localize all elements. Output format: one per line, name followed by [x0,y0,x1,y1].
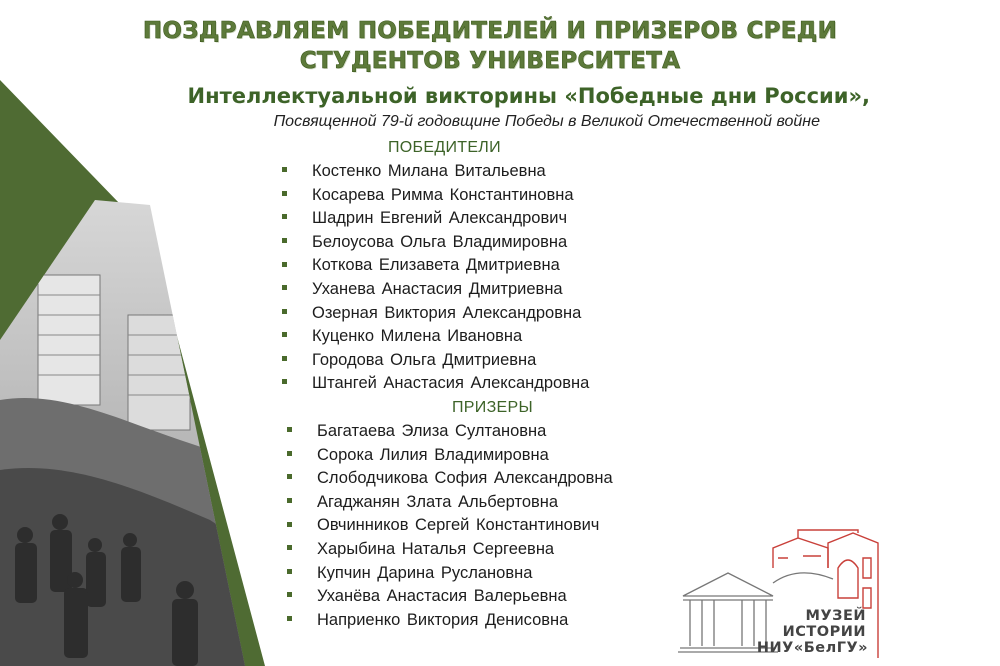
bullet-icon [287,451,292,456]
list-item [287,538,613,562]
prize-winner-name: Купчин Дарина Руслановна [317,563,533,582]
prize-winners-heading: ПРИЗЕРЫ [452,399,533,416]
bullet-icon [287,592,292,597]
list-item [282,160,589,184]
list-item [282,372,589,396]
winner-name: Белоусова Ольга Владимировна [312,232,568,251]
bullet-icon [287,569,292,574]
bullet-icon [287,474,292,479]
bullet-icon [282,167,287,172]
winner-name: Штангей Анастасия Александровна [312,374,590,393]
list-item [287,514,613,538]
winner-name: Костенко Милана Витальевна [312,162,546,180]
bullet-icon [282,214,287,219]
prize-winner-name: Агаджанян Злата Альбертовна [317,492,559,511]
list-item [287,467,613,491]
prize-winner-name: Слободчикова София Александровна [317,469,613,488]
logo-text-museum: МУЗЕЙ [805,608,866,624]
bullet-icon [287,522,292,527]
prize-winner-name: Багатаева Элиза Султановна [317,422,547,440]
logo-text-university: НИУ«БелГУ» [756,640,868,656]
bullet-icon [282,191,287,196]
list-item [282,254,589,278]
list-item [282,349,589,373]
bullet-icon [282,356,287,361]
bullet-icon [287,545,292,550]
prize-winners-list [287,420,613,632]
list-item [287,491,613,515]
list-item [282,278,589,302]
winners-list [282,160,589,396]
winner-name: Коткова Елизавета Дмитриевна [312,256,560,275]
list-item [282,231,589,255]
prize-winner-name: Овчинников Сергей Константинович [317,516,600,535]
title-line-1: ПОЗДРАВЛЯЕМ ПОБЕДИТЕЛЕЙ И ПРИЗЕРОВ СРЕДИ [142,18,838,44]
list-item [287,444,613,468]
winner-name: Уханева Анастасия Дмитриевна [312,279,563,298]
prize-winner-name: Уханёва Анастасия Валерьевна [317,587,567,606]
list-item [287,609,613,633]
bullet-icon [287,427,292,432]
bullet-icon [287,616,292,621]
list-item [287,420,613,444]
dedication-line: Посвященной 79-й годовщине Победы в Великой Отечественной войне [273,113,820,130]
bullet-icon [287,498,292,503]
prize-winner-name: Наприенко Виктория Денисовна [317,610,569,629]
winner-name: Косарева Римма Константиновна [312,185,574,204]
bullet-icon [282,332,287,337]
prize-winner-name: Харыбина Наталья Сергеевна [317,539,555,558]
bullet-icon [282,238,287,243]
list-item [282,184,589,208]
winners-heading: ПОБЕДИТЕЛИ [388,139,501,156]
prize-winner-name: Сорока Лилия Владимировна [317,445,549,464]
list-item [287,585,613,609]
bullet-icon [282,379,287,384]
title-line-2: СТУДЕНТОВ УНИВЕРСИТЕТА [299,48,681,74]
list-item [282,207,589,231]
quiz-subtitle: Интеллектуальной викторины «Победные дни России», [187,84,870,108]
bullet-icon [282,285,287,290]
list-item [282,325,589,349]
winner-name: Куценко Милена Ивановна [312,327,523,346]
logo-text-history: ИСТОРИИ [782,624,866,640]
list-item [282,302,589,326]
winner-name: Шадрин Евгений Александрович [312,209,568,228]
bullet-icon [282,309,287,314]
bullet-icon [282,262,287,267]
winner-name: Городова Ольга Дмитриевна [312,350,537,369]
winner-name: Озерная Виктория Александровна [312,303,582,322]
list-item [287,562,613,586]
